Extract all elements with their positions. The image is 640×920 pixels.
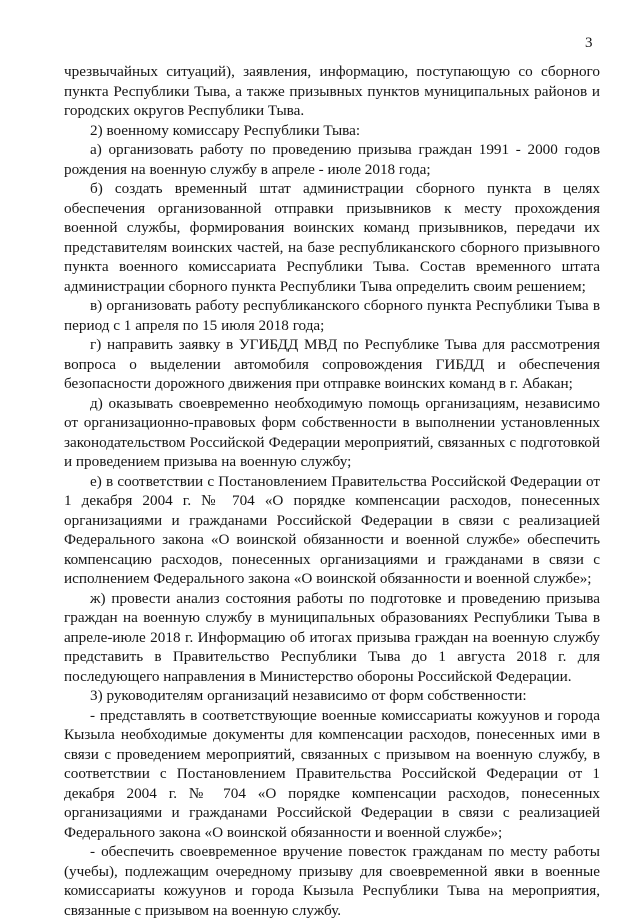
document-body (64, 62, 600, 920)
paragraph-item-2e: е) в соответствии с Постановлением Правительства Российской Федерации от 1 декабря 2004 г. № 704 «О порядке компенсации расходов, понесенных организациями и гражданами Российской Федерации в связи с реализацией Федерального закона «О воинской обязанности и военной службе» обеспечить компенсацию расходов, понесенных организациями и гражданами в связи с исполнением Федерального закона «О воинской обязанности и военной службе»; (64, 472, 600, 587)
paragraph-item-2v: в) организовать работу республиканского сборного пункта Республики Тыва в период с 1 апреля по 15 июля 2018 года; (64, 297, 600, 334)
paragraph-item-2zh: ж) провести анализ состояния работы по подготовке и проведению призыва граждан на военную службу в муниципальных образованиях Республики Тыва в апреле-июле 2018 г. Информацию об итогах призыва граждан на военную службу представить в Правительство Республики Тыва до 1 августа 2018 г. для последующего направления в Министерство обороны Российской Федерации. (64, 589, 600, 685)
paragraph-item-2b: б) создать временный штат администрации сборного пункта в целях обеспечения организованной отправки призывников к месту прохождения военной службы, формирования воинских команд призывников, передачи их представителям воинских частей, на базе республиканского сборного призывного пункта военного комиссариата Республики Тыва. Состав временного штата администрации сборного пункта Республики Тыва определить своим решением; (64, 180, 600, 295)
paragraph-item-3: 3) руководителям организаций независимо от форм собственности: (90, 687, 527, 704)
paragraph-continuation: чрезвычайных ситуаций), заявления, информацию, поступающую со сборного пункта Республики Тыва, а также призывных пунктов муниципальных районов и городских округов Республики Тыва. (64, 63, 600, 119)
paragraph-item-2d: д) оказывать своевременно необходимую помощь организациям, независимо от организационно-правовых форм собственности в выполнении установленных законодательством Российской Федерации мероприятий, связанных с подготовкой и проведением призыва на военную службу; (64, 394, 600, 470)
paragraph-item-2g: г) направить заявку в УГИБДД МВД по Республике Тыва для рассмотрения вопроса о выделении автомобиля сопровождения ГИБДД и обеспечения безопасности дорожного движения при отправке воинских команд в г. Абакан; (64, 336, 600, 392)
page-number: 3 (585, 35, 593, 51)
paragraph-item-2a: а) организовать работу по проведению призыва граждан 1991 - 2000 годов рождения на военную службу в апреле - июле 2018 года; (64, 141, 600, 178)
paragraph-item-2: 2) военному комиссару Республики Тыва: (90, 121, 361, 139)
paragraph-item-3-dash-1: - представлять в соответствующие военные комиссариаты кожуунов и города Кызыла необходимые документы для компенсации расходов, понесенных ими в связи с проведением мероприятий, связанных с призывом на военную службу, в соответствии с Постановлением Правительства Российской Федерации от 1 декабря 2004 г. № 704 «О порядке компенсации расходов, понесенных организациями и гражданами Российской Федерации в связи с реализацией Федерального закона «О воинской обязанности и военной службе»; (64, 706, 600, 841)
paragraph-item-3-dash-2: - обеспечить своевременное вручение повесток гражданам по месту работы (учебы), подлежащим очередному призыву для своевременной явки в военные комиссариаты кожуунов и города Кызыла Республики Тыва на мероприятия, связанные с призывом на военную службу. (64, 843, 600, 919)
